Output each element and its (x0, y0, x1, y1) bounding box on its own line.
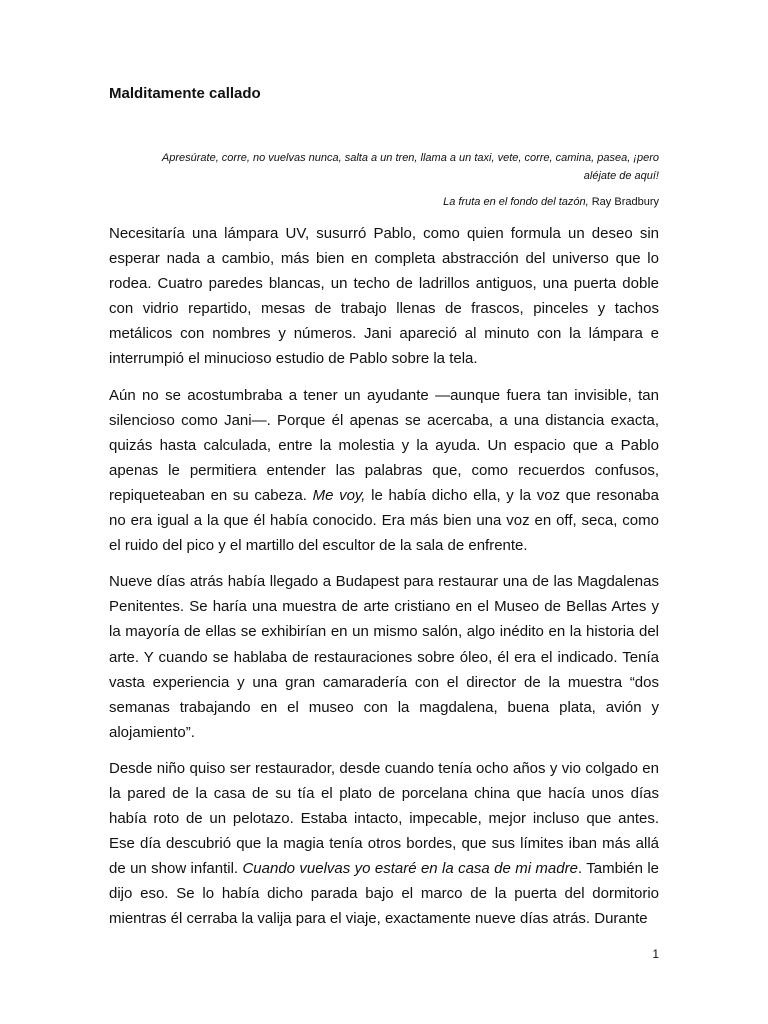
paragraph-text: Aún no se acostumbraba a tener un ayudante —aunque fuera tan invisible, tan silencioso como Jani—. Porque él apenas se acercaba, a una distancia exacta, quizás hasta calculada, entre la molestia y la ayuda. Un espacio que a Pablo apenas le permitiera entender las palabras que, como recuerdos confusos, repiqueteaban en su cabeza. (109, 386, 659, 504)
epigraph-work: La fruta en el fondo del tazón, (443, 196, 589, 208)
paragraph-4 (109, 756, 659, 932)
italic-phrase: Cuando vuelvas yo estaré en la casa de mi madre (242, 860, 578, 878)
document-title: Malditamente callado (109, 85, 261, 102)
paragraph-text: Necesitaría una lámpara UV, susurró Pablo, como quien formula un deseo sin esperar nada a cambio, más bien en completa abstracción del universo que lo rodea. Cuatro paredes blancas, un techo de ladrillos antiguos, una puerta doble con vidrio repartido, mesas de trabajo llenas de frascos, pinceles y tachos metálicos con nombres y números. Jani apareció al minuto con la lámpara e interrumpió el minucioso estudio de Pablo sobre la tela. (109, 225, 659, 368)
paragraph-text: Nueve días atrás había llegado a Budapest para restaurar una de las Magdalenas Penitentes. Se haría una muestra de arte cristiano en el Museo de Bellas Artes y la mayoría de ellas se exhibirían en un mismo salón, algo inédito en la historia del arte. Y cuando se hablaba de restauraciones sobre óleo, él era el indicado. Tenía vasta experiencia y una gran camaradería con el director de la muestra “dos semanas trabajando en el museo con la magdalena, buena plata, avión y alojamiento”. (109, 573, 659, 741)
paragraph-text: le había dicho ella, y la voz que resonaba no era igual a la que él había conocido. Era más bien una voz en off, seca, como el ruido del pico y el martillo del escultor de la sala de enfrente. (109, 486, 659, 555)
page-number: 1 (652, 947, 659, 961)
epigraph-source (160, 194, 659, 210)
paragraph-3 (109, 569, 659, 745)
italic-phrase: Me voy, (312, 486, 366, 504)
epigraph-author: Ray Bradbury (591, 196, 659, 208)
paragraph-1 (109, 221, 659, 372)
paragraph-text: Desde niño quiso ser restaurador, desde cuando tenía ocho años y vio colgado en la pared de la casa de su tía el plato de porcelana china que hacía unos días había roto de un pelotazo. Estaba intacto, impecable, mejor incluso que antes. Ese día descubrió que la magia tenía otros bordes, que sus límites iban más allá de un show infantil. (109, 759, 659, 878)
paragraph-text: . También le dijo eso. Se lo había dicho parada bajo el marco de la puerta del dormitorio mientras él cerraba la valija para el viaje, exactamente nueve días atrás. Durante (109, 860, 659, 928)
epigraph-quote: Apresúrate, corre, no vuelvas nunca, salta a un tren, llama a un taxi, vete, corre, camina, pasea, ¡pero aléjate de aquí! (161, 152, 659, 182)
paragraph-2 (109, 383, 659, 559)
body-text (109, 221, 659, 932)
